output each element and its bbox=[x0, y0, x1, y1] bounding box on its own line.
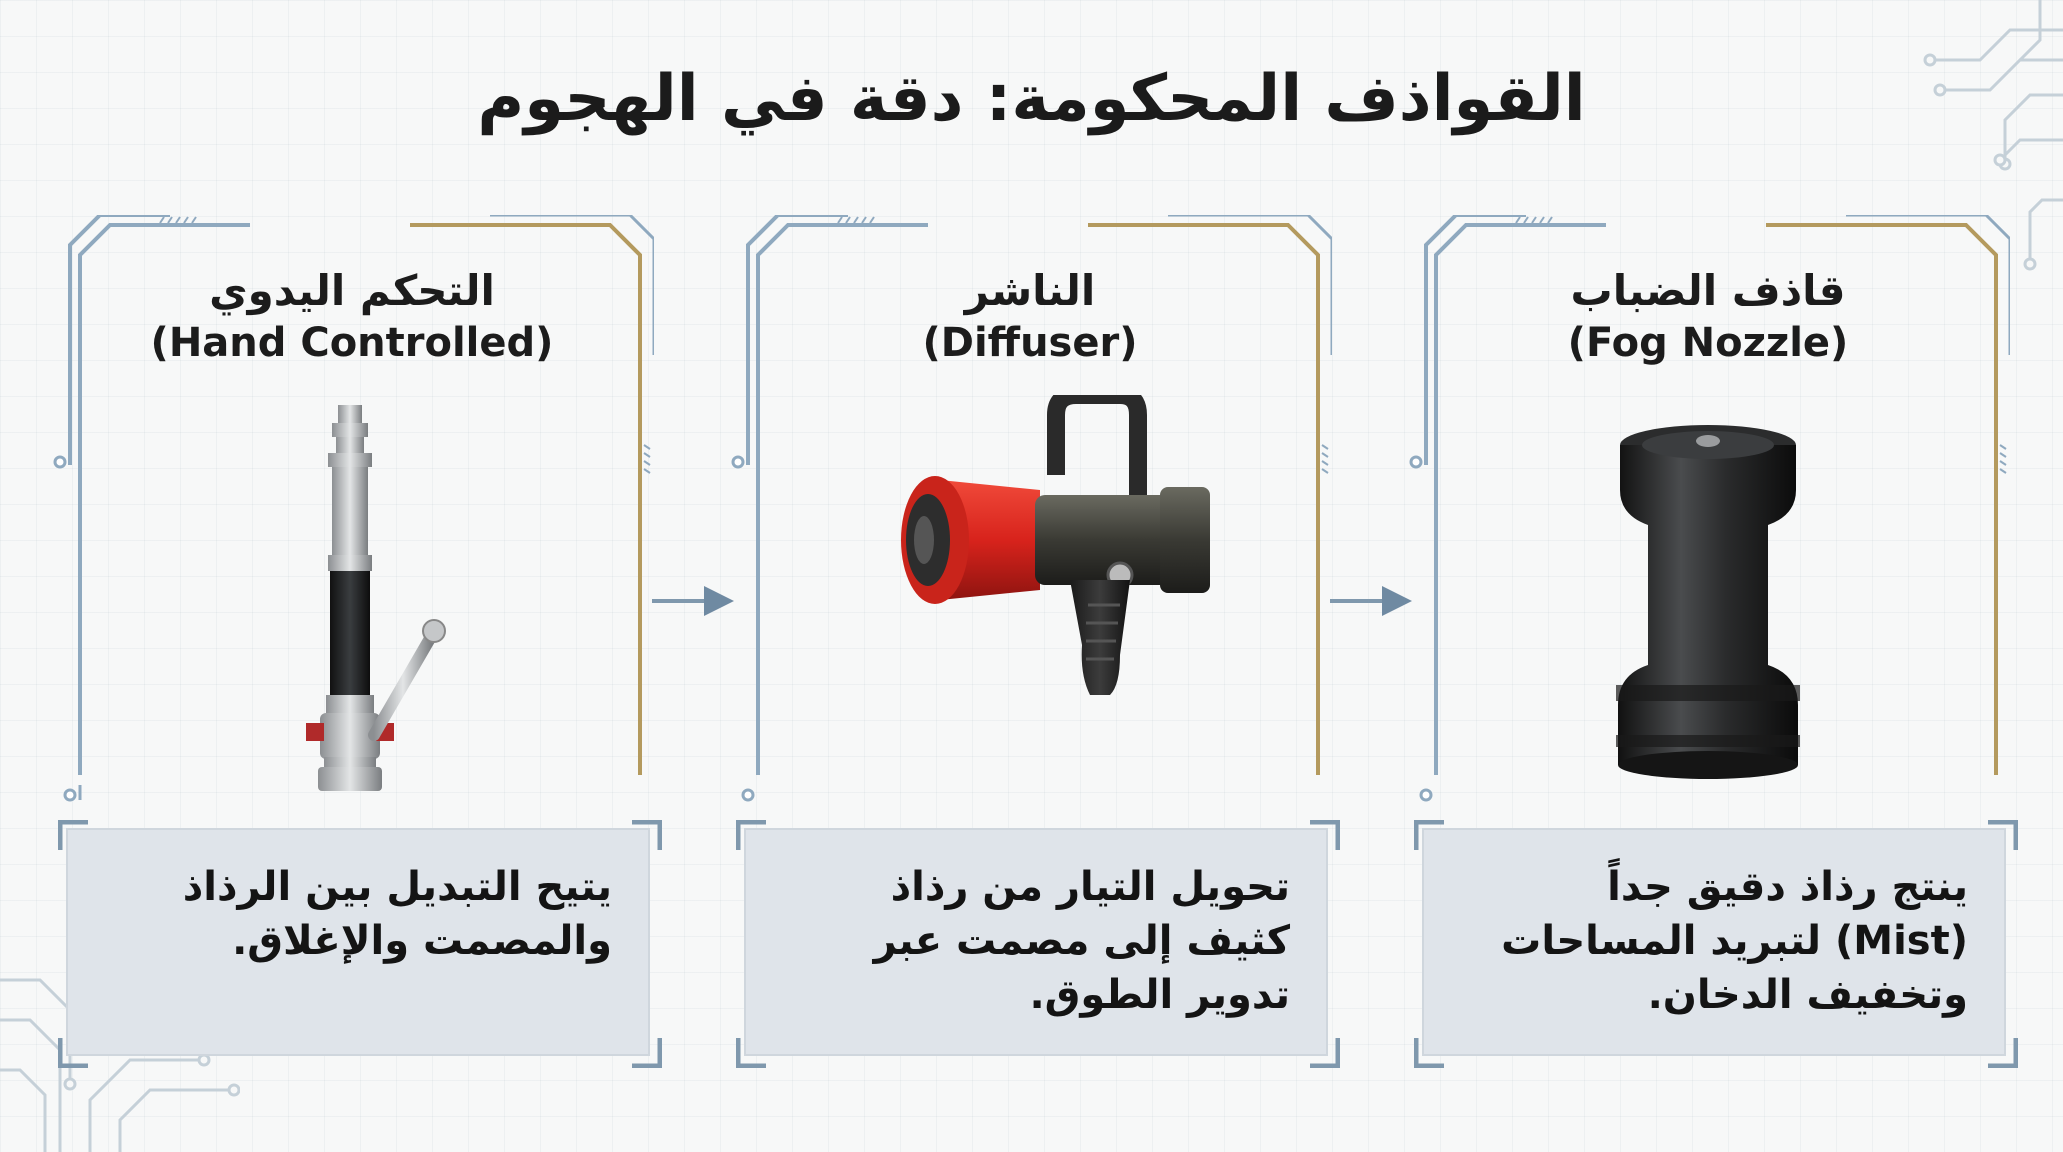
description-box-fog-nozzle bbox=[1422, 828, 2006, 1056]
arrow-right-icon bbox=[652, 584, 736, 618]
card-title-arabic: قاذف الضباب bbox=[1570, 266, 1846, 315]
card-diffuser bbox=[728, 215, 1332, 815]
description-box-diffuser bbox=[744, 828, 1328, 1056]
description-box-hand-controlled bbox=[66, 828, 650, 1056]
card-title bbox=[1406, 265, 2010, 368]
hand-controlled-nozzle-image bbox=[142, 395, 562, 795]
fog-nozzle-image bbox=[1498, 395, 1918, 795]
card-title-arabic: الناشر bbox=[964, 266, 1096, 315]
card-title-english: (Diffuser) bbox=[922, 319, 1138, 366]
card-title-english: (Fog Nozzle) bbox=[1567, 319, 1849, 366]
card-title bbox=[50, 265, 654, 368]
description-text: ينتج رذاذ دقيق جداً (Mist) لتبريد المساحات وتخفيف الدخان. bbox=[1501, 864, 1968, 1018]
arrow-right-icon bbox=[1330, 584, 1414, 618]
page-title: القواذف المحكومة: دقة في الهجوم bbox=[477, 62, 1586, 136]
card-title-arabic: التحكم اليدوي bbox=[209, 266, 495, 315]
card-title-english: (Hand Controlled) bbox=[150, 319, 554, 366]
card-hand-controlled bbox=[50, 215, 654, 815]
description-text: تحويل التيار من رذاذ كثيف إلى مصمت عبر تدوير الطوق. bbox=[873, 864, 1290, 1018]
description-text: يتيح التبديل بين الرذاذ والمصمت والإغلاق. bbox=[182, 864, 612, 964]
card-title bbox=[728, 265, 1332, 368]
diffuser-nozzle-image bbox=[820, 395, 1240, 795]
card-fog-nozzle bbox=[1406, 215, 2010, 815]
